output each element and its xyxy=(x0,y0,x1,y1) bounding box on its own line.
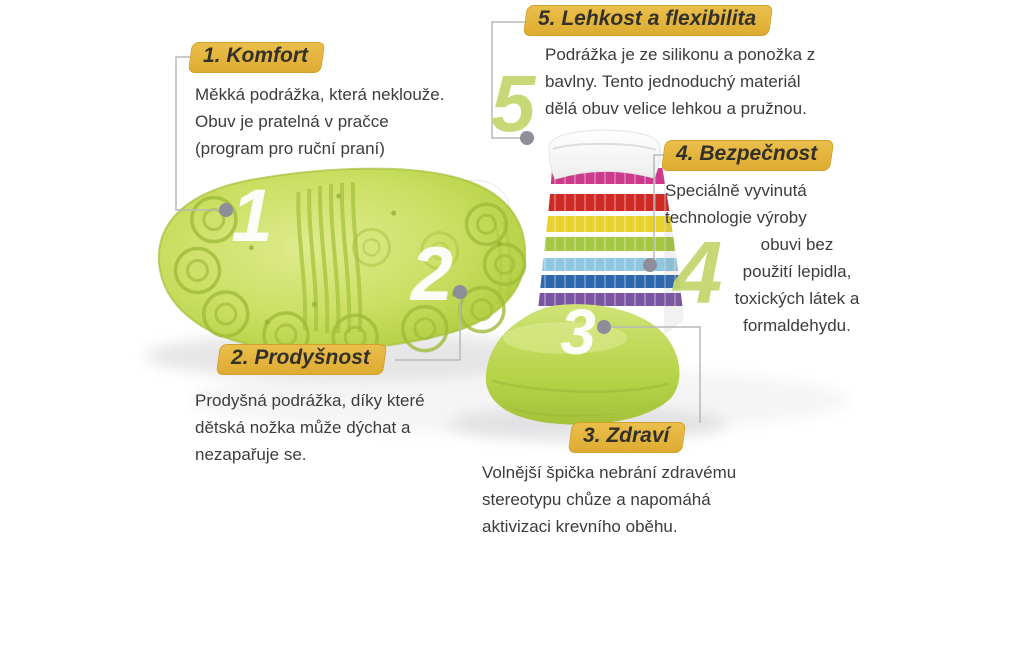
sock-cuff xyxy=(549,130,660,179)
callout-lehkost-badge xyxy=(525,5,771,36)
body-text-line: nezapařuje se. xyxy=(195,445,307,464)
callout-komfort xyxy=(190,42,490,162)
callout-prodysnost-badge xyxy=(218,344,385,375)
callout-prodysnost xyxy=(195,344,495,468)
marker-number-2: 2 xyxy=(410,232,454,317)
callout-zdravi-badge xyxy=(570,422,684,453)
callout-bezpecnost xyxy=(663,140,903,339)
body-text-line: Speciálně vyvinutá xyxy=(665,181,807,200)
callout-prodysnost-body xyxy=(195,387,495,468)
callout-bezpecnost-badge xyxy=(663,140,832,171)
marker-dot-3 xyxy=(597,320,611,334)
body-text-line: použití lepidla, xyxy=(742,262,852,281)
callout-bezpecnost-body-indented xyxy=(707,231,887,339)
callout-lehkost-title: 5. Lehkost a flexibilita xyxy=(538,7,757,30)
body-text-line: formaldehydu. xyxy=(743,316,851,335)
marker-number-4: 4 xyxy=(673,223,723,322)
callout-zdravi-body xyxy=(482,459,782,540)
callout-komfort-body xyxy=(195,81,490,162)
body-text-line: stereotypu chůze a napomáhá xyxy=(482,490,711,509)
body-text-line: bavlny. Tento jednoduchý materiál xyxy=(545,72,801,91)
marker-number-5: 5 xyxy=(490,59,536,148)
marker-number-1: 1 xyxy=(231,174,273,257)
body-text-line: technologie výroby xyxy=(665,208,807,227)
callout-bezpecnost-body xyxy=(665,177,903,231)
callout-komfort-title: 1. Komfort xyxy=(203,44,308,67)
body-text-line: Obuv je pratelná v pračce xyxy=(195,112,389,131)
body-text-line: Měkká podrážka, která neklouže. xyxy=(195,85,445,104)
body-text-line: Prodyšná podrážka, díky které xyxy=(195,391,425,410)
body-text-line: aktivizaci krevního oběhu. xyxy=(482,517,678,536)
callout-zdravi-title: 3. Zdraví xyxy=(583,424,670,447)
callout-lehkost xyxy=(525,5,845,122)
body-text-line: obuvi bez xyxy=(760,235,834,254)
callout-komfort-badge xyxy=(190,42,323,73)
marker-dot-4 xyxy=(643,258,657,272)
body-text-line: dělá obuv velice lehkou a pružnou. xyxy=(545,99,807,118)
callout-zdravi xyxy=(482,422,782,540)
callout-lehkost-body xyxy=(545,41,845,122)
body-text-line: (program pro ruční praní) xyxy=(195,139,385,158)
callout-bezpecnost-title: 4. Bezpečnost xyxy=(676,142,818,165)
marker-dot-2 xyxy=(453,285,467,299)
body-text-line: dětská nožka může dýchat a xyxy=(195,418,411,437)
body-text-line: Podrážka je ze silikonu a ponožka z xyxy=(545,45,816,64)
callout-prodysnost-title: 2. Prodyšnost xyxy=(231,346,370,369)
body-text-line: Volnější špička nebrání zdravému xyxy=(482,463,737,482)
marker-number-3: 3 xyxy=(560,296,596,368)
body-text-line: toxických látek a xyxy=(734,289,860,308)
